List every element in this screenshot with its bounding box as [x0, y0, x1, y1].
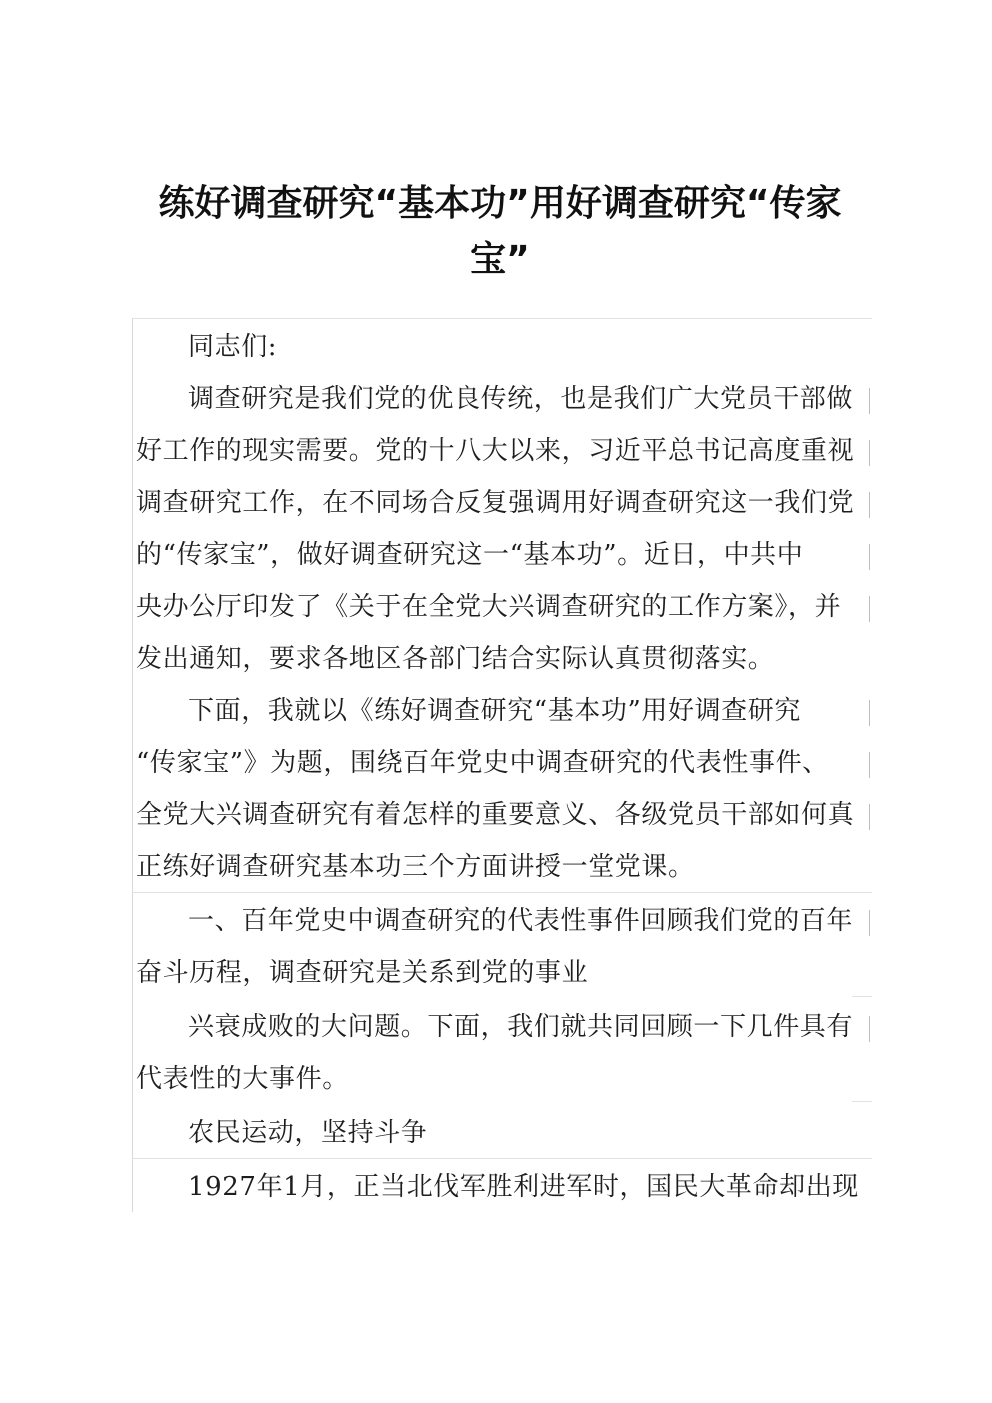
salutation: 同志们: [188, 332, 278, 362]
text-line: 发出通知，要求各地区各部门结合实际认真贯彻落实。 [136, 644, 775, 674]
text-line: 1927年1月，正当北伐军胜利进军时，国民大革命却出现 [188, 1172, 859, 1202]
section-divider [132, 892, 872, 893]
text-line: 正练好调查研究基本功三个方面讲授一堂党课。 [136, 852, 695, 882]
text-line: “传家宝”》为题，围绕百年党史中调查研究的代表性事件、 [136, 748, 829, 778]
title-line-1: 练好调查研究“基本功”用好调查研究“传家 [158, 183, 842, 224]
section-divider [132, 1158, 872, 1159]
text-line: 兴衰成败的大问题。下面，我们就共同回顾一下几件具有 [188, 1012, 854, 1042]
text-line: 好工作的现实需要。党的十八大以来，习近平总书记高度重视 [136, 436, 855, 466]
text-line: 下面，我就以《练好调查研究“基本功”用好调查研究 [188, 696, 801, 726]
frame-left-border [132, 318, 133, 1212]
subheading: 农民运动，坚持斗争 [188, 1118, 428, 1148]
section-heading-line: 一、百年党史中调查研究的代表性事件回顾我们党的百年 [188, 906, 854, 936]
text-line: 央办公厅印发了《关于在全党大兴调查研究的工作方案》，并 [136, 592, 842, 622]
section-heading-line: 奋斗历程，调查研究是关系到党的事业 [136, 958, 589, 988]
document-title [120, 176, 880, 288]
text-line: 全党大兴调查研究有着怎样的重要意义、各级党员干部如何真 [136, 800, 855, 830]
section-divider [852, 996, 872, 997]
frame-top-border [132, 318, 872, 319]
text-line: 调查研究是我们党的优良传统，也是我们广大党员干部做 [188, 384, 854, 414]
title-line-2: 宝” [470, 239, 530, 280]
section-divider [852, 1101, 872, 1102]
text-line: 的“传家宝”，做好调查研究这一“基本功”。近日，中共中 [136, 540, 804, 570]
text-line: 代表性的大事件。 [136, 1064, 349, 1094]
text-line: 调查研究工作，在不同场合反复强调用好调查研究这一我们党 [136, 488, 855, 518]
